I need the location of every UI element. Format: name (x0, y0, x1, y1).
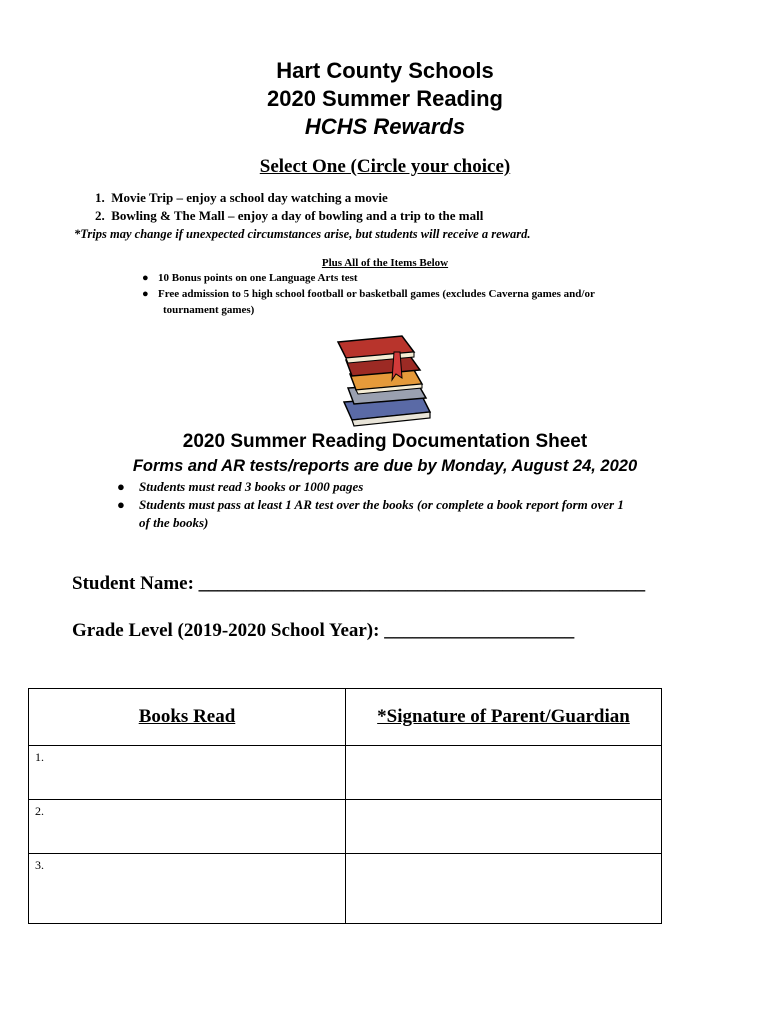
row-number: 1. (35, 750, 44, 764)
books-stack-icon (330, 330, 442, 430)
requirement-text: Students must pass at least 1 AR test over the books (or complete a book report form over 1 (139, 497, 624, 512)
requirement-ar-test-cont: of the books) (139, 515, 209, 530)
plus-item-free-admission-cont: tournament games) (163, 304, 255, 316)
plus-item-text: 10 Bonus points on one Language Arts test (158, 272, 358, 284)
option-number: 1. (95, 190, 105, 205)
plus-items-heading: Plus All of the Items Below (321, 257, 449, 269)
signature-cell-2[interactable] (346, 800, 662, 854)
reward-option-2 (95, 207, 483, 225)
reward-option-1 (95, 189, 388, 207)
row-number: 2. (35, 804, 44, 818)
books-read-header: Books Read (29, 689, 346, 746)
student-name-line[interactable]: _______________________________________________ (198, 573, 646, 594)
signature-cell-1[interactable] (346, 746, 662, 800)
option-text: Bowling & The Mall – enjoy a day of bowling and a trip to the mall (111, 208, 484, 223)
student-name-label: Student Name: (72, 573, 194, 594)
grade-level-field[interactable] (72, 620, 574, 642)
table-row (29, 746, 662, 800)
books-read-table (28, 688, 662, 924)
plus-item-free-admission: ● Free admission to 5 high school football or basketball games (excludes Caverna games and/or (142, 288, 595, 300)
option-text: Movie Trip – enjoy a school day watching a movie (111, 190, 388, 205)
rewards-title: HCHS Rewards (304, 114, 466, 139)
requirement-text: Students must read 3 books or 1000 pages (139, 479, 364, 494)
due-date-note: Forms and AR tests/reports are due by Monday, August 24, 2020 (132, 457, 638, 475)
grade-level-label: Grade Level (2019-2020 School Year): (72, 620, 380, 641)
requirement-ar-test: ● Students must pass at least 1 AR test over the books (or complete a book report form over 1 (117, 497, 624, 512)
program-title: 2020 Summer Reading (267, 86, 503, 111)
table-row (29, 800, 662, 854)
signature-cell-3[interactable] (346, 854, 662, 924)
student-name-field[interactable] (72, 573, 645, 595)
table-row (29, 854, 662, 924)
table-header-row (29, 689, 662, 746)
book-cell-2[interactable] (29, 800, 346, 854)
book-cell-3[interactable] (29, 854, 346, 924)
row-number: 3. (35, 858, 44, 872)
signature-header: *Signature of Parent/Guardian (346, 689, 662, 746)
school-name: Hart County Schools (276, 58, 494, 83)
option-number: 2. (95, 208, 105, 223)
plus-item-text: Free admission to 5 high school football or basketball games (excludes Caverna games and/or (158, 288, 595, 300)
documentation-title: 2020 Summer Reading Documentation Sheet (182, 431, 588, 452)
select-one-heading: Select One (Circle your choice) (259, 156, 511, 177)
trips-note: *Trips may change if unexpected circumstances arise, but students will receive a reward. (74, 227, 531, 241)
grade-level-line[interactable]: ____________________ (384, 620, 575, 641)
requirement-read-books: ● Students must read 3 books or 1000 pages (117, 479, 364, 494)
book-cell-1[interactable] (29, 746, 346, 800)
plus-item-bonus-points: ● 10 Bonus points on one Language Arts test (142, 272, 358, 284)
